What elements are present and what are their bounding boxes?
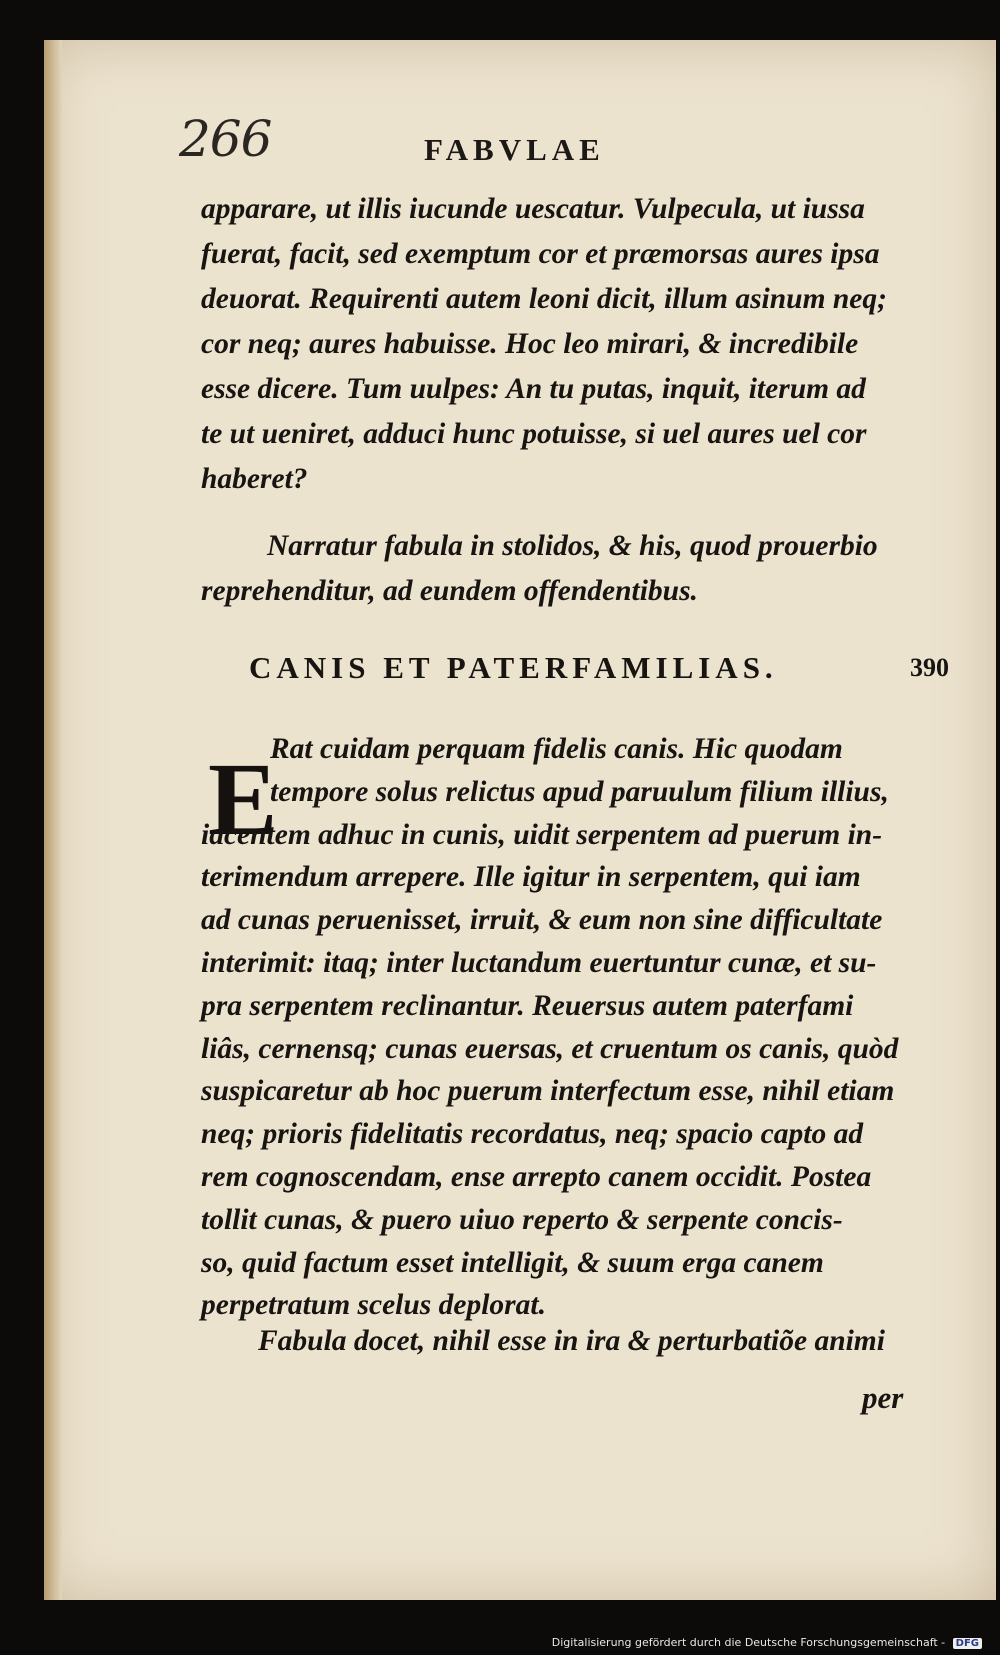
text-line: deuorat. Requirenti autem leoni dicit, illum asinum neq; (201, 283, 887, 315)
credit-text: Digitalisierung gefördert durch die Deutsche Forschungsgemeinschaft - (551, 1636, 946, 1649)
drop-cap-initial: E (208, 742, 278, 857)
text-line: neq; prioris fidelitatis recordatus, neq; spacio capto ad (201, 1118, 864, 1151)
moral-line: Fabula docet, nihil esse in ira & perturbatiõe animi (258, 1325, 885, 1357)
running-head: FABVLAE (424, 132, 605, 167)
text-line: haberet? (201, 463, 308, 495)
fable-title: CANIS ET PATERFAMILIAS. (249, 650, 778, 685)
digitization-credit (552, 1636, 982, 1649)
text-line: suspicaretur ab hoc puerum interfectum esse, nihil etiam (201, 1075, 895, 1108)
text-line: perpetratum scelus deplorat. (201, 1289, 546, 1322)
fable-moral (201, 1325, 971, 1370)
previous-fable-moral (201, 530, 961, 620)
dfg-logo: DFG (953, 1638, 982, 1649)
text-line: apparare, ut illis iucunde uescatur. Vulpecula, ut iussa (201, 193, 865, 225)
text-line: rem cognoscendam, ense arrepto canem occidit. Postea (201, 1160, 872, 1193)
moral-line: reprehenditur, ad eundem offendentibus. (201, 575, 698, 607)
text-line: esse dicere. Tum uulpes: An tu putas, inquit, iterum ad (201, 373, 866, 405)
text-line: ad cunas peruenisset, irruit, & eum non sine difficultate (201, 904, 883, 937)
text-line: tempore solus relictus apud paruulum filium illius, (270, 775, 889, 808)
text-line: te ut ueniret, adduci hunc potuisse, si uel aures uel cor (201, 418, 867, 450)
fable-body (201, 733, 971, 1332)
text-line: liâs, cernensq; cunas euersas, et cruentum os canis, quòd (201, 1032, 899, 1065)
text-line: tollit cunas, & puero uiuo reperto & serpente concis- (201, 1203, 843, 1236)
previous-fable-text (201, 193, 961, 508)
fable-number: 390 (910, 653, 949, 682)
page-number: 266 (179, 110, 272, 168)
text-line: so, quid factum esset intelligit, & suum erga canem (201, 1246, 824, 1279)
text-line: terimendum arrepere. Ille igitur in serpentem, qui iam (201, 861, 861, 894)
text-line: interimit: itaq; inter luctandum euertuntur cunæ, et su- (201, 946, 877, 979)
text-line: fuerat, facit, sed exemptum cor et præmorsas aures ipsa (201, 238, 880, 270)
text-line: cor neq; aures habuisse. Hoc leo mirari, & incredibile (201, 328, 859, 360)
text-line: pra serpentem reclinantur. Reuersus autem paterfami (201, 989, 854, 1022)
catchword: per (862, 1380, 904, 1415)
text-line: Rat cuidam perquam fidelis canis. Hic quodam (270, 733, 843, 765)
moral-line: Narratur fabula in stolidos, & his, quod prouerbio (267, 530, 878, 562)
page-gutter (44, 40, 62, 1600)
text-line: iacentem adhuc in cunis, uidit serpentem ad puerum in- (201, 818, 883, 851)
book-page (44, 40, 996, 1600)
